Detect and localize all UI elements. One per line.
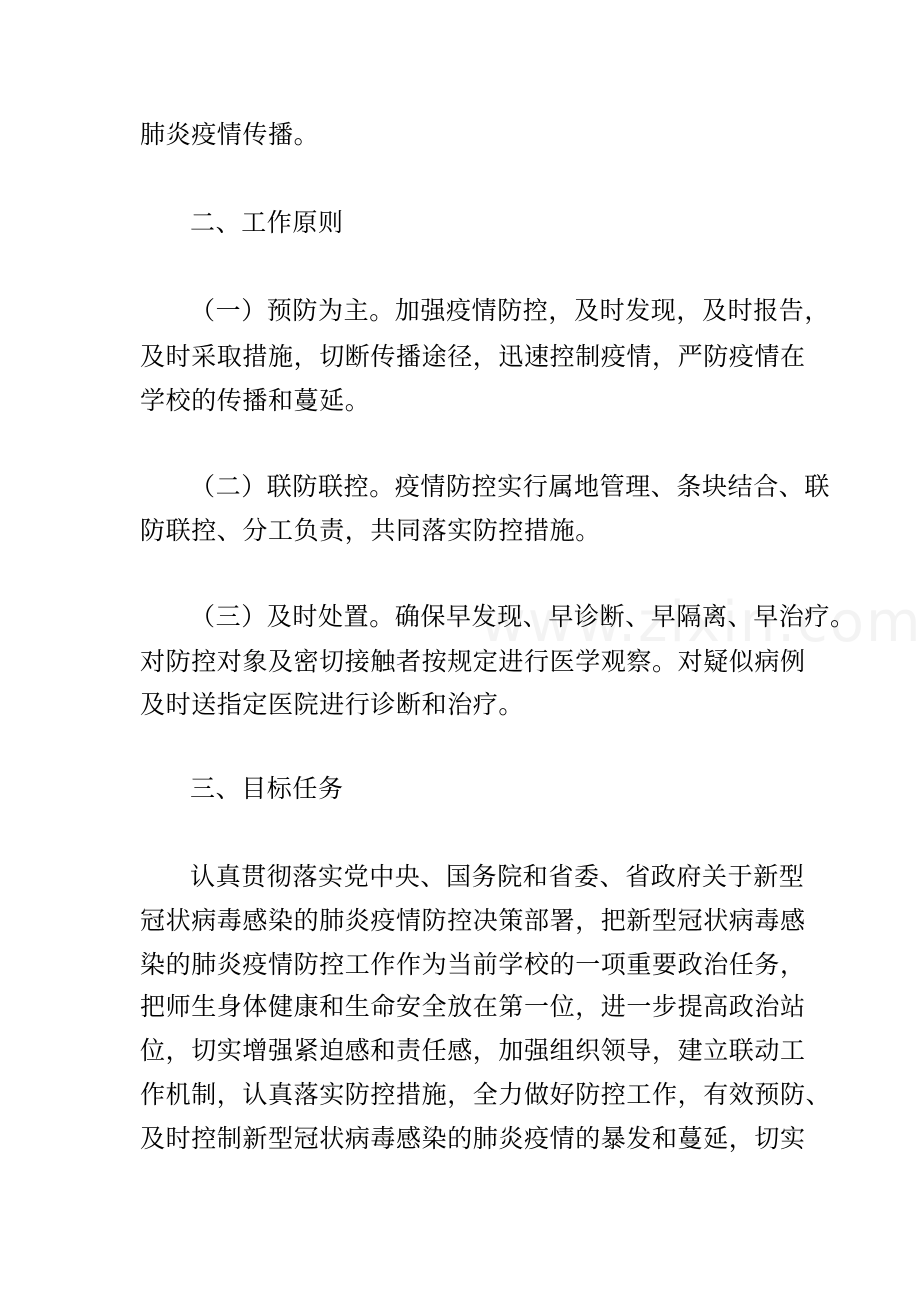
paragraph-line: 及时控制新型冠状病毒感染的肺炎疫情的暴发和蔓延，切实 bbox=[140, 1124, 806, 1153]
paragraph-line: （三）及时处置。确保早发现、早诊断、早隔离、早治疗。 bbox=[190, 602, 856, 631]
paragraph-line: 冠状病毒感染的肺炎疫情防控决策部署，把新型冠状病毒感 bbox=[140, 906, 806, 935]
paragraph-line: 染的肺炎疫情防控工作作为当前学校的一项重要政治任务， bbox=[140, 950, 806, 979]
paragraph-line: 防联控、分工负责，共同落实防控措施。 bbox=[140, 516, 601, 545]
paragraph-line: （一）预防为主。加强疫情防控，及时发现，及时报告， bbox=[190, 296, 831, 325]
section-heading: 三、目标任务 bbox=[190, 774, 344, 803]
section-heading: 二、工作原则 bbox=[190, 208, 344, 237]
watermark bbox=[480, 590, 920, 655]
paragraph-line: （二）联防联控。疫情防控实行属地管理、条块结合、联 bbox=[190, 472, 831, 501]
paragraph-line: 位，切实增强紧迫感和责任感，加强组织领导，建立联动工 bbox=[140, 1036, 806, 1065]
paragraph-line: 及时采取措施，切断传播途径，迅速控制疫情，严防疫情在 bbox=[140, 342, 806, 371]
paragraph-line: 及时送指定医院进行诊断和治疗。 bbox=[140, 690, 525, 719]
paragraph-line: 认真贯彻落实党中央、国务院和省委、省政府关于新型 bbox=[190, 862, 805, 891]
paragraph-line: 把师生身体健康和生命安全放在第一位，进一步提高政治站 bbox=[140, 992, 806, 1021]
paragraph-line: 作机制，认真落实防控措施，全力做好防控工作，有效预防、 bbox=[140, 1080, 832, 1109]
paragraph-line: 学校的传播和蔓延。 bbox=[140, 386, 371, 415]
paragraph-line: 肺炎疫情传播。 bbox=[140, 120, 320, 149]
paragraph-line: 对防控对象及密切接触者按规定进行医学观察。对疑似病例 bbox=[140, 647, 806, 676]
